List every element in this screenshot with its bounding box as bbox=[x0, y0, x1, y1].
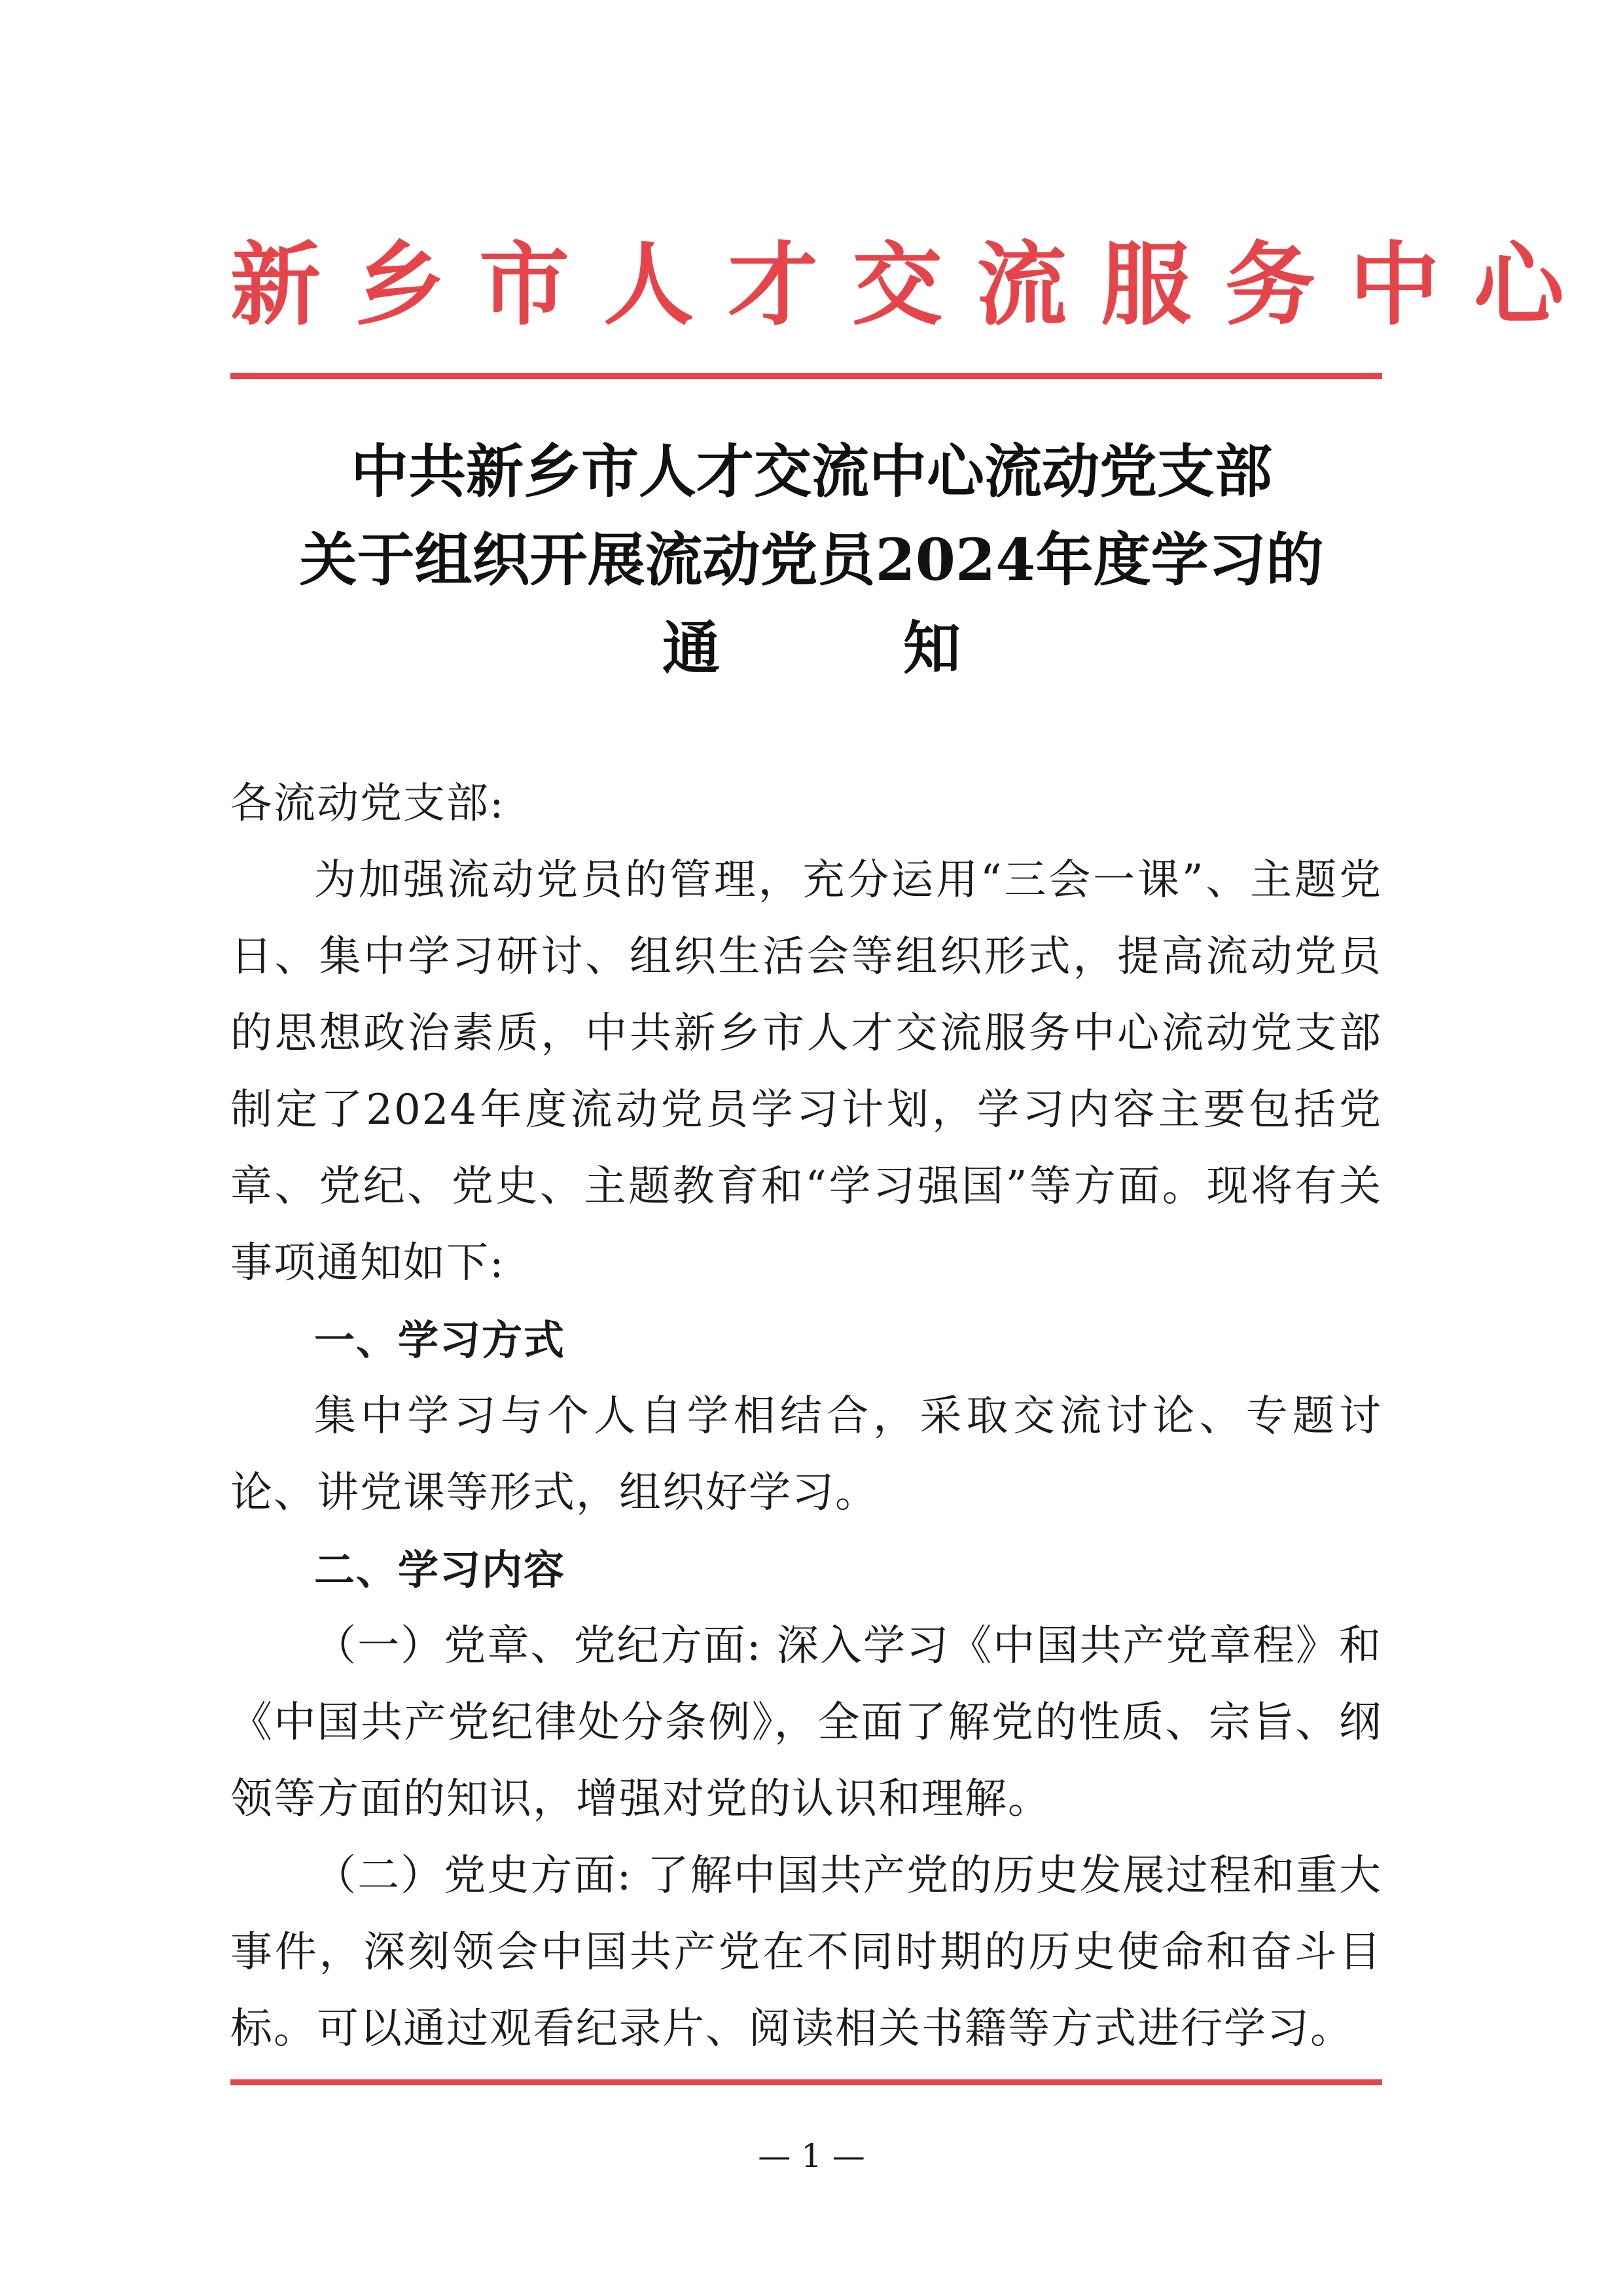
document-title-line-2: 关于组织开展流动党员2024年度学习的 bbox=[299, 526, 1324, 594]
section-2-item-1: （一）党章、党纪方面: 深入学习《中国共产党章程》和《中国共产党纪律处分条例》，全面了解党的性质、宗旨、纲领等方面的知识，增强对党的认识和理解。 bbox=[230, 1622, 1382, 1823]
footer-red-rule bbox=[230, 2079, 1382, 2085]
letterhead-red-rule bbox=[230, 373, 1382, 379]
document-title-char-1: 通 bbox=[662, 614, 720, 682]
document-title-line-1: 中共新乡市人才交流中心流动党支部 bbox=[350, 437, 1272, 505]
page-number: — 1 — bbox=[758, 2137, 865, 2175]
section-2-item-2: （二）党史方面: 了解中国共产党的历史发展过程和重大事件，深刻领会中国共产党在不同时期的历史使命和奋斗目标。可以通过观看纪录片、阅读相关书籍等方式进行学习。 bbox=[230, 1852, 1382, 2053]
letterhead-org-name: 新乡市人才交流服务中心 bbox=[230, 231, 1599, 338]
section-heading-1: 一、学习方式 bbox=[314, 1316, 566, 1364]
section-1-paragraph: 集中学习与个人自学相结合，采取交流讨论、专题讨论、讲党课等形式，组织好学习。 bbox=[230, 1392, 1382, 1517]
document-body bbox=[230, 766, 1382, 2068]
salutation: 各流动党支部: bbox=[230, 780, 505, 828]
section-heading-2: 二、学习内容 bbox=[314, 1546, 566, 1594]
intro-paragraph: 为加强流动党员的管理，充分运用“三会一课”、主题党日、集中学习研讨、组织生活会等组织形式，提高流动党员的思想政治素质，中共新乡市人才交流服务中心流动党支部制定了2024年度流动党员学习计划，学习内容主要包括党章、党纪、党史、主题教育和“学习强国”等方面。现将有关事项通知如下: bbox=[230, 856, 1382, 1287]
document-title-line-3 bbox=[196, 609, 1427, 687]
document-title-char-2: 知 bbox=[903, 614, 961, 682]
